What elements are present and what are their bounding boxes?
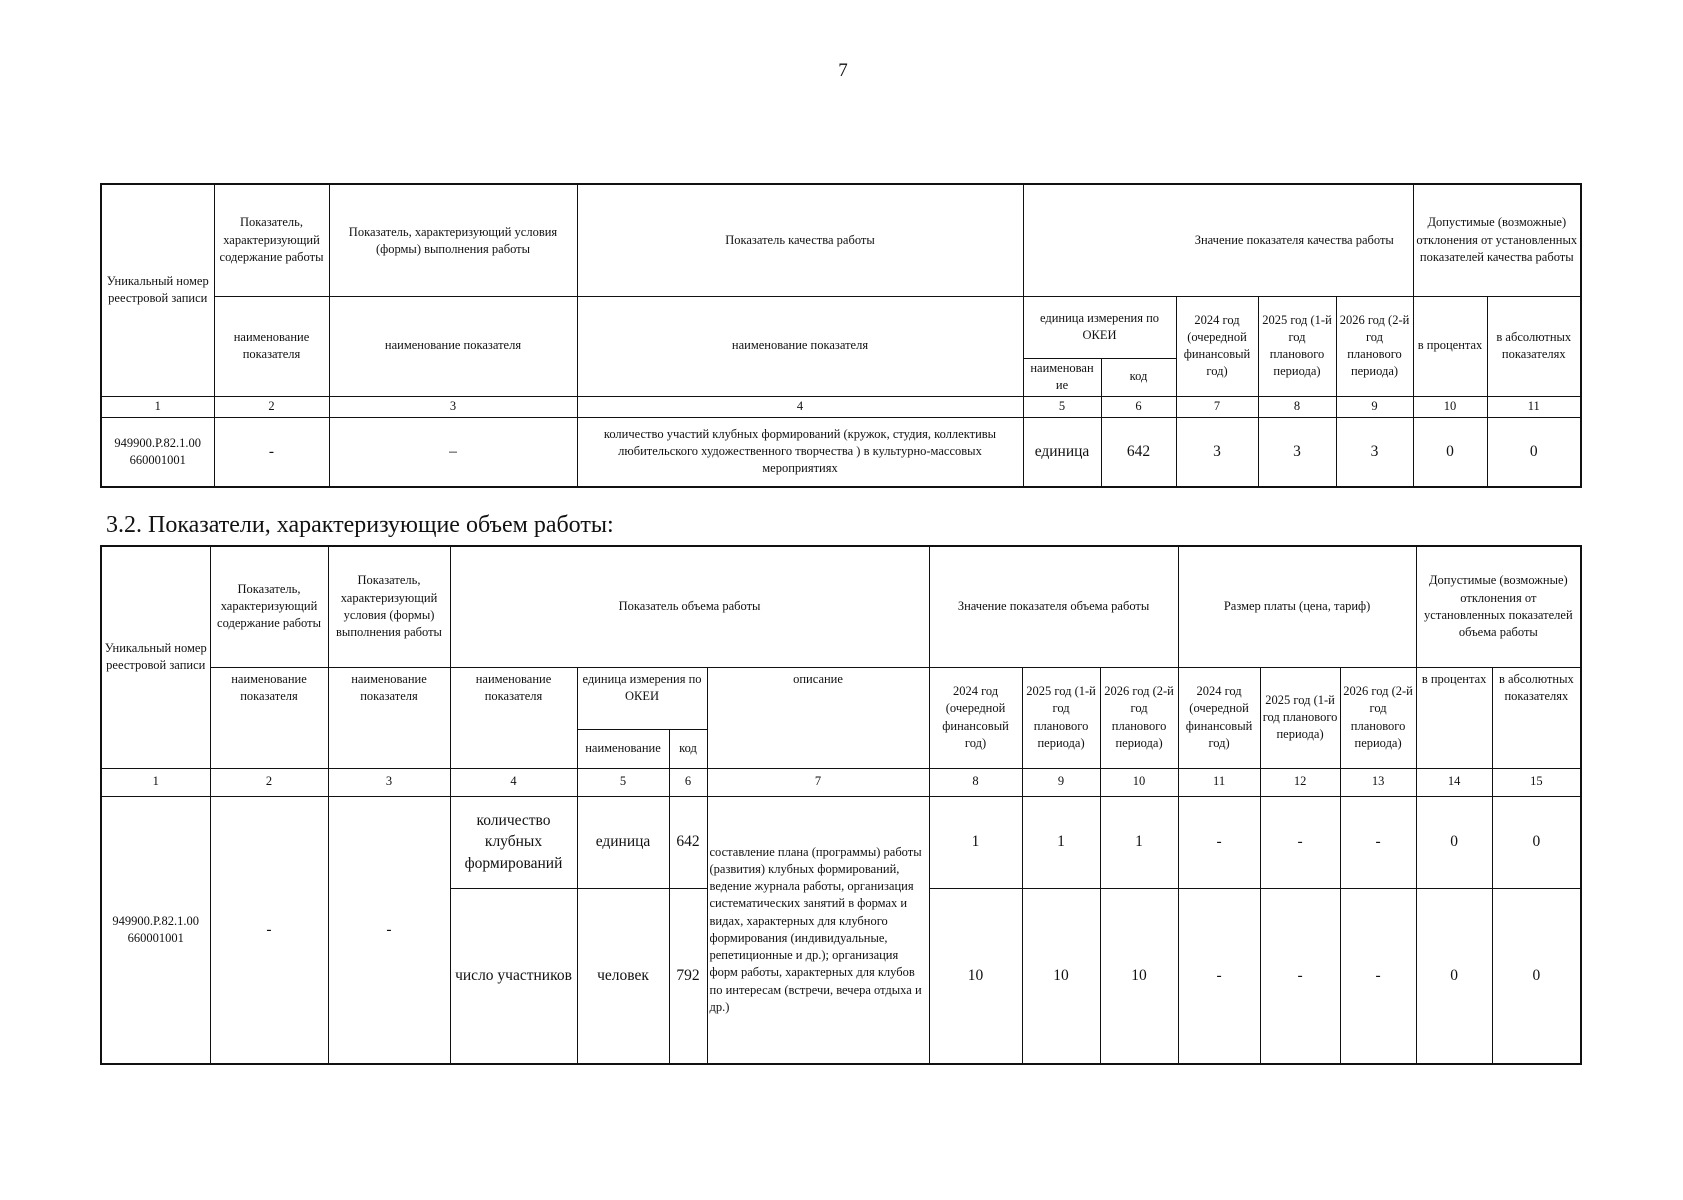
header-percent: в процентах — [1413, 296, 1487, 396]
fee-2025: - — [1260, 796, 1340, 888]
header-absolute: в абсолютных показателях — [1487, 296, 1581, 396]
header-year-2025: 2025 год (1-й год планового периода) — [1022, 667, 1100, 768]
value-2026: 10 — [1100, 888, 1178, 1064]
value-2025: 1 — [1022, 796, 1100, 888]
column-number: 9 — [1022, 768, 1100, 796]
column-number: 4 — [577, 396, 1023, 417]
content-value: - — [210, 796, 328, 1064]
table-row — [101, 417, 1581, 487]
header-conditions-name: наименование показателя — [329, 296, 577, 396]
value-2024: 10 — [929, 888, 1022, 1064]
value-2026: 3 — [1336, 417, 1413, 487]
volume-indicators-table — [100, 545, 1582, 1065]
page-number: 7 — [838, 60, 848, 81]
fee-2024: - — [1178, 888, 1260, 1064]
fee-2026: - — [1340, 888, 1416, 1064]
header-fee-2026: 2026 год (2-й год планового периода) — [1340, 667, 1416, 768]
header-description: описание — [707, 667, 929, 768]
header-percent: в процентах — [1416, 667, 1492, 768]
header-unique-number: Уникальный номер реестровой записи — [101, 546, 210, 768]
registry-id: 949900.Р.82.1.00 660001001 — [101, 417, 214, 487]
column-number: 11 — [1487, 396, 1581, 417]
column-number: 1 — [101, 768, 210, 796]
indicator-name: количество клубных формирований — [450, 796, 577, 888]
header-conditions-indicator: Показатель, характеризующий условия (формы) выполнения работы — [329, 184, 577, 296]
column-number: 3 — [329, 396, 577, 417]
unit-name: единица — [577, 796, 669, 888]
column-number: 7 — [1176, 396, 1258, 417]
column-number: 9 — [1336, 396, 1413, 417]
header-okei-unit: единица измерения по ОКЕИ — [1023, 296, 1176, 358]
header-unique-number: Уникальный номер реестровой записи — [101, 184, 214, 396]
column-number: 6 — [669, 768, 707, 796]
column-number: 15 — [1492, 768, 1581, 796]
fee-2024: - — [1178, 796, 1260, 888]
header-absolute: в абсолютных показателях — [1492, 667, 1581, 768]
column-number: 8 — [1258, 396, 1336, 417]
column-number: 13 — [1340, 768, 1416, 796]
value-2024: 1 — [929, 796, 1022, 888]
column-number: 3 — [328, 768, 450, 796]
header-volume-name: наименование показателя — [450, 667, 577, 768]
header-volume-indicator: Показатель объема работы — [450, 546, 929, 667]
deviation-absolute: 0 — [1487, 417, 1581, 487]
header-okei-unit: единица измерения по ОКЕИ — [577, 667, 707, 729]
column-number: 11 — [1178, 768, 1260, 796]
registry-id: 949900.Р.82.1.00 660001001 — [101, 796, 210, 1064]
quality-indicators-table — [100, 183, 1582, 488]
column-number: 10 — [1413, 396, 1487, 417]
column-number: 5 — [1023, 396, 1101, 417]
column-number: 12 — [1260, 768, 1340, 796]
header-year-2024: 2024 год (очередной финансовый год) — [929, 667, 1022, 768]
header-volume-deviation: Допустимые (возможные) отклонения от установленных показателей объема работы — [1416, 546, 1581, 667]
conditions-value: - — [328, 796, 450, 1064]
value-2024: 3 — [1176, 417, 1258, 487]
content-value: - — [214, 417, 329, 487]
column-number: 2 — [214, 396, 329, 417]
header-content-name: наименование показателя — [214, 296, 329, 396]
header-year-2025: 2025 год (1-й год планового периода) — [1258, 296, 1336, 396]
value-2025: 3 — [1258, 417, 1336, 487]
unit-code: 642 — [669, 796, 707, 888]
indicator-name: количество участий клубных формирований (кружок, студия, коллективы любительского художественного творчества ) в культурно-массовых мероприятиях — [577, 417, 1023, 487]
header-content-indicator: Показатель, характеризующий содержание работы — [214, 184, 329, 296]
header-year-2026: 2026 год (2-й год планового периода) — [1100, 667, 1178, 768]
conditions-value: – — [329, 417, 577, 487]
column-number: 4 — [450, 768, 577, 796]
header-fee: Размер платы (цена, тариф) — [1178, 546, 1416, 667]
column-number: 6 — [1101, 396, 1176, 417]
header-conditions-name: наименование показателя — [328, 667, 450, 768]
table-row — [101, 796, 1581, 888]
unit-name: единица — [1023, 417, 1101, 487]
deviation-absolute: 0 — [1492, 888, 1581, 1064]
indicator-name: число участников — [450, 888, 577, 1064]
header-conditions-indicator: Показатель, характеризующий условия (формы) выполнения работы — [328, 546, 450, 667]
column-number: 2 — [210, 768, 328, 796]
column-number: 14 — [1416, 768, 1492, 796]
header-year-2026: 2026 год (2-й год планового периода) — [1336, 296, 1413, 396]
unit-name: человек — [577, 888, 669, 1064]
column-number: 8 — [929, 768, 1022, 796]
column-number: 10 — [1100, 768, 1178, 796]
work-description: составление плана (программы) работы (развития) клубных формирований, ведение журнала работы, организация систематических занятий в формах и видах, характерных для клубного формирования (индивидуальные, репетиционные и др.); организация форм работы, характерных для клубов по интересам (встречи, вечера отдыха и др.) — [707, 796, 929, 1064]
header-fee-2024: 2024 год (очередной финансовый год) — [1178, 667, 1260, 768]
deviation-percent: 0 — [1416, 888, 1492, 1064]
section-title: 3.2. Показатели, характеризующие объем работы: — [106, 512, 614, 538]
deviation-absolute: 0 — [1492, 796, 1581, 888]
header-quality-deviation: Допустимые (возможные) отклонения от установленных показателей качества работы — [1413, 184, 1581, 296]
column-number: 7 — [707, 768, 929, 796]
header-quality-indicator: Показатель качества работы — [577, 184, 1023, 296]
header-quality-value: Значение показателя качества работы — [1176, 184, 1413, 296]
column-number: 5 — [577, 768, 669, 796]
header-unit-code: код — [1101, 358, 1176, 396]
header-unit-code: код — [669, 729, 707, 768]
fee-2025: - — [1260, 888, 1340, 1064]
unit-code: 792 — [669, 888, 707, 1064]
header-year-2024: 2024 год (очередной финансовый год) — [1176, 296, 1258, 396]
unit-code: 642 — [1101, 417, 1176, 487]
value-2026: 1 — [1100, 796, 1178, 888]
header-quality-name: наименование показателя — [577, 296, 1023, 396]
value-2025: 10 — [1022, 888, 1100, 1064]
header-fee-2025: 2025 год (1-й год планового периода) — [1260, 667, 1340, 768]
header-content-name: наименование показателя — [210, 667, 328, 768]
deviation-percent: 0 — [1416, 796, 1492, 888]
column-number: 1 — [101, 396, 214, 417]
header-volume-value: Значение показателя объема работы — [929, 546, 1178, 667]
deviation-percent: 0 — [1413, 417, 1487, 487]
header-unit-name: наименование — [577, 729, 669, 768]
header-content-indicator: Показатель, характеризующий содержание работы — [210, 546, 328, 667]
fee-2026: - — [1340, 796, 1416, 888]
header-unit-name: наименован ие — [1023, 358, 1101, 396]
